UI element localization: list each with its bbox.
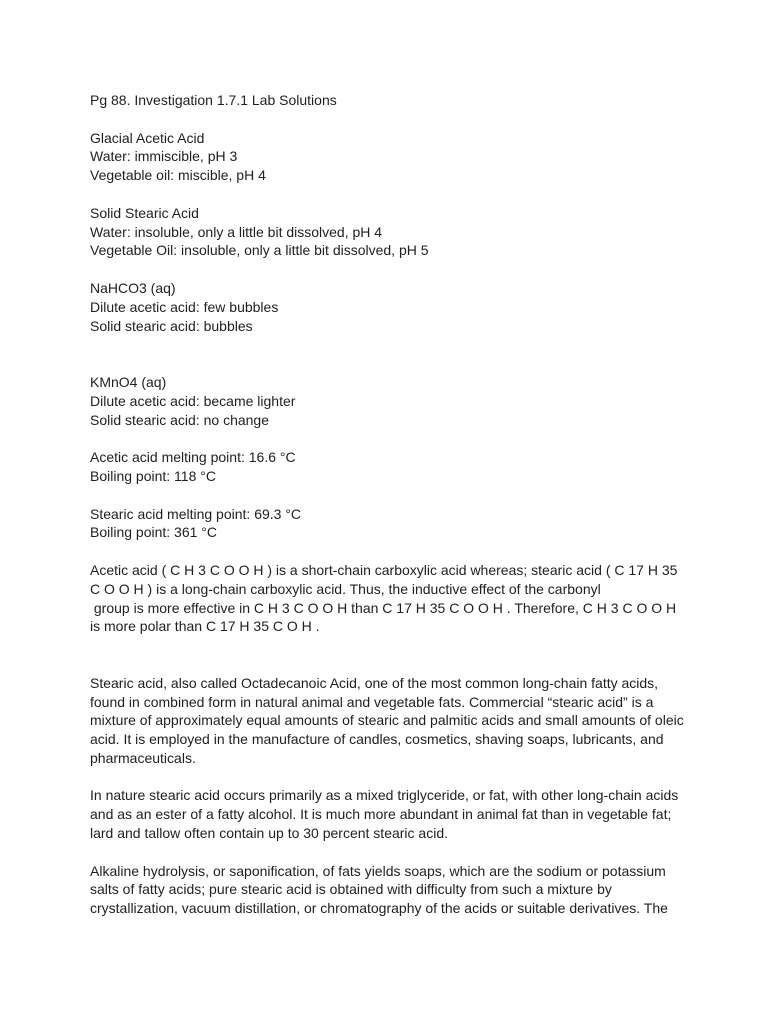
paragraph-line: Acetic acid ( C H 3 C O O H ) is a short-chain carboxylic acid whereas; stearic acid ( C 17 H 35 (90, 561, 678, 578)
stearic-oil-result: Vegetable Oil: insoluble, only a little bit dissolved, pH 5 (90, 242, 429, 259)
hydrolysis-paragraph (90, 862, 680, 918)
paragraph-line: found in combined form in natural animal and vegetable fats. Commercial “stearic acid” is a (90, 693, 654, 710)
acetic-water-result: Water: immiscible, pH 3 (90, 148, 238, 165)
page-title: Pg 88. Investigation 1.7.1 Lab Solutions (90, 92, 337, 108)
paragraph-line: C O O H ) is a long-chain carboxylic acid. Thus, the inductive effect of the carbonyl (90, 580, 601, 597)
paragraph-line: lard and tallow often contain up to 30 percent stearic acid. (90, 825, 448, 842)
acetic-melting-point: Acetic acid melting point: 16.6 °C (90, 449, 296, 466)
document-page (90, 91, 684, 918)
stearic-water-result: Water: insoluble, only a little bit dissolved, pH 4 (90, 223, 383, 240)
paragraph-line: acid. It is employed in the manufacture of candles, cosmetics, shaving soaps, lubricants, and (90, 731, 664, 748)
paragraph-line: is more polar than C 17 H 35 C O H . (90, 618, 320, 635)
kmno4-acetic-result: Dilute acetic acid: became lighter (90, 392, 296, 409)
nahco3-acetic-result: Dilute acetic acid: few bubbles (90, 298, 279, 315)
kmno4-heading: KMnO4 (aq) (90, 373, 167, 390)
nature-paragraph (90, 786, 680, 842)
stearic-boiling-point: Boiling point: 361 °C (90, 524, 218, 541)
paragraph-line: group is more effective in C H 3 C O O H than C 17 H 35 C O O H . Therefore, C H 3 C O O H (90, 599, 677, 616)
paragraph-line: Alkaline hydrolysis, or saponification, of fats yields soaps, which are the sodium or potassium (90, 862, 666, 879)
paragraph-line: In nature stearic acid occurs primarily as a mixed triglyceride, or fat, with other long-chain acids (90, 787, 679, 804)
stearic-melting-point: Stearic acid melting point: 69.3 °C (90, 505, 302, 522)
paragraph-line: crystallization, vacuum distillation, or chromatography of the acids or suitable derivatives. The (90, 900, 668, 917)
acetic-boiling-point: Boiling point: 118 °C (90, 467, 216, 484)
nahco3-stearic-result: Solid stearic acid: bubbles (90, 317, 253, 334)
paragraph-line: pharmaceuticals. (90, 749, 196, 766)
paragraph-line: and as an ester of a fatty alcohol. It is much more abundant in animal fat than in vegetable fat; (90, 806, 672, 823)
stearic-intro-paragraph (90, 674, 684, 768)
paragraph-line: salts of fatty acids; pure stearic acid is obtained with difficulty from such a mixture by (90, 881, 612, 898)
acetic-oil-result: Vegetable oil: miscible, pH 4 (90, 167, 266, 184)
paragraph-line: mixture of approximately equal amounts of stearic and palmitic acids and small amounts of oleic (90, 712, 684, 729)
nahco3-heading: NaHCO3 (aq) (90, 279, 176, 296)
stearic-heading: Solid Stearic Acid (90, 204, 199, 221)
acetic-heading: Glacial Acetic Acid (90, 129, 205, 146)
paragraph-line: Stearic acid, also called Octadecanoic Acid, one of the most common long-chain fatty acids, (90, 674, 659, 691)
polarity-paragraph (90, 561, 680, 636)
kmno4-stearic-result: Solid stearic acid: no change (90, 411, 269, 428)
